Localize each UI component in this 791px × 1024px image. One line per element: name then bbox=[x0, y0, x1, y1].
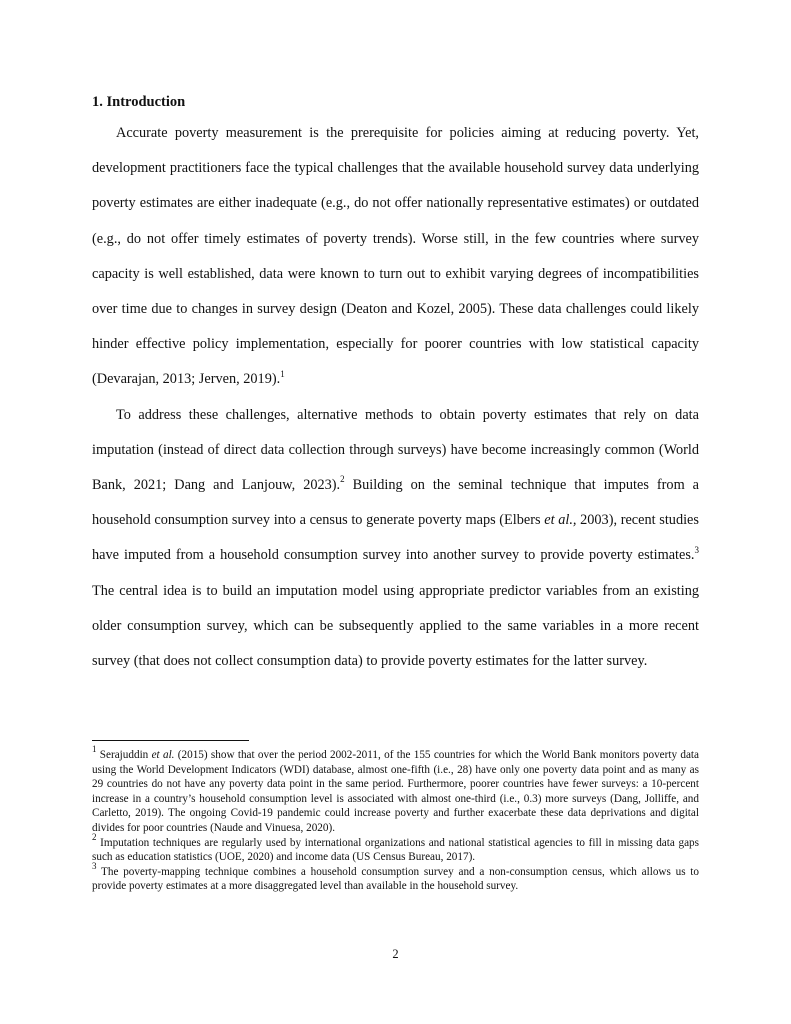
paragraph-2-text-d: The central idea is to build an imputation model using appropriate predictor variables from an existing older consumption survey, which can be subsequently applied to the same variables in a more recent survey (that does not collect consumption data) to provide poverty estimates for the latter survey. bbox=[92, 582, 699, 670]
footnote-1 bbox=[92, 744, 700, 836]
paragraph-2-text-a: To address these challenges, alternative methods to obtain poverty estimates that rely on data imputation (instead of direct data collection through surveys) have become increasingly common (World Bank, 2021; Dang and Lanjouw, 2023). bbox=[92, 406, 699, 494]
footnote-mark: 1 bbox=[92, 744, 97, 755]
footnotes bbox=[92, 744, 700, 894]
page-number: 2 bbox=[392, 947, 399, 961]
paragraph-1-text: Accurate poverty measurement is the prerequisite for policies aiming at reducing poverty. Yet, development practitioners face the typical challenges that the available household survey data underlying poverty estimates are either inadequate (e.g., do not offer nationally representative estimates) or outdated (e.g., do not offer timely estimates of poverty trends). Worse still, in the few countries where survey capacity is well established, data were known to turn out to exhibit varying degrees of incompatibilities over time due to changes in survey design (Deaton and Kozel, 2005). These data challenges could likely hinder effective policy implementation, especially for poorer countries with low statistical capacity (Devarajan, 2013; Jerven, 2019). bbox=[92, 125, 699, 388]
main-text bbox=[92, 93, 699, 679]
footnote-2-text: Imputation techniques are regularly used by international organizations and national statistical agencies to fill in missing data gaps such as education statistics (UOE, 2020) and income data (US Census Bureau, 2017). bbox=[92, 836, 699, 864]
paragraph-2-etal: et al., bbox=[544, 512, 577, 529]
footnote-1-text-b: (2015) show that over the period 2002-2011, of the 155 countries for which the World Bank monitors poverty data using the World Development Indicators (WDI) database, almost one-fifth (i.e., 28) have only one poverty data point and as many as 29 countries do not have any poverty data point in the same period. Furthermore, poorer countries have fewer surveys: a 10-percent increase in a country’s household consumption level is associated with almost one-third (i.e., 0.3) more surveys (Dang, Jolliffe, and Carletto, 2019). The ongoing Covid-19 pandemic could increase poverty and further exacerbate these data deprivations and digital divides for poor countries (Naude and Vinuesa, 2020). bbox=[92, 749, 700, 834]
footnote-mark: 2 bbox=[92, 831, 97, 842]
footnote-3 bbox=[92, 861, 699, 894]
footnote-3-text: The poverty-mapping technique combines a household consumption survey and a non-consumption census, which allows us to provide poverty estimates at a more disaggregated level than available in the household survey. bbox=[92, 865, 699, 893]
footnote-2 bbox=[92, 831, 699, 865]
section-heading: 1. Introduction bbox=[92, 94, 186, 110]
footnote-separator bbox=[92, 740, 249, 741]
footnote-1-text-a: Serajuddin bbox=[96, 749, 152, 761]
footnote-ref-2[interactable]: 2 bbox=[340, 474, 345, 485]
paragraph-2 bbox=[92, 398, 699, 680]
footnote-ref-1[interactable]: 1 bbox=[280, 368, 285, 379]
paragraph-2-text-c: 2003), recent studies have imputed from a household consumption survey into another survey to provide poverty estimates. bbox=[92, 512, 699, 564]
footnote-mark: 3 bbox=[92, 861, 97, 872]
paragraph-1 bbox=[92, 116, 699, 398]
footnote-ref-3[interactable]: 3 bbox=[694, 544, 699, 555]
footnote-1-etal: et al. bbox=[151, 749, 175, 761]
paragraph-2-text-b: Building on the seminal technique that imputes from a household consumption survey into a census to generate poverty maps (Elbers bbox=[92, 477, 699, 529]
